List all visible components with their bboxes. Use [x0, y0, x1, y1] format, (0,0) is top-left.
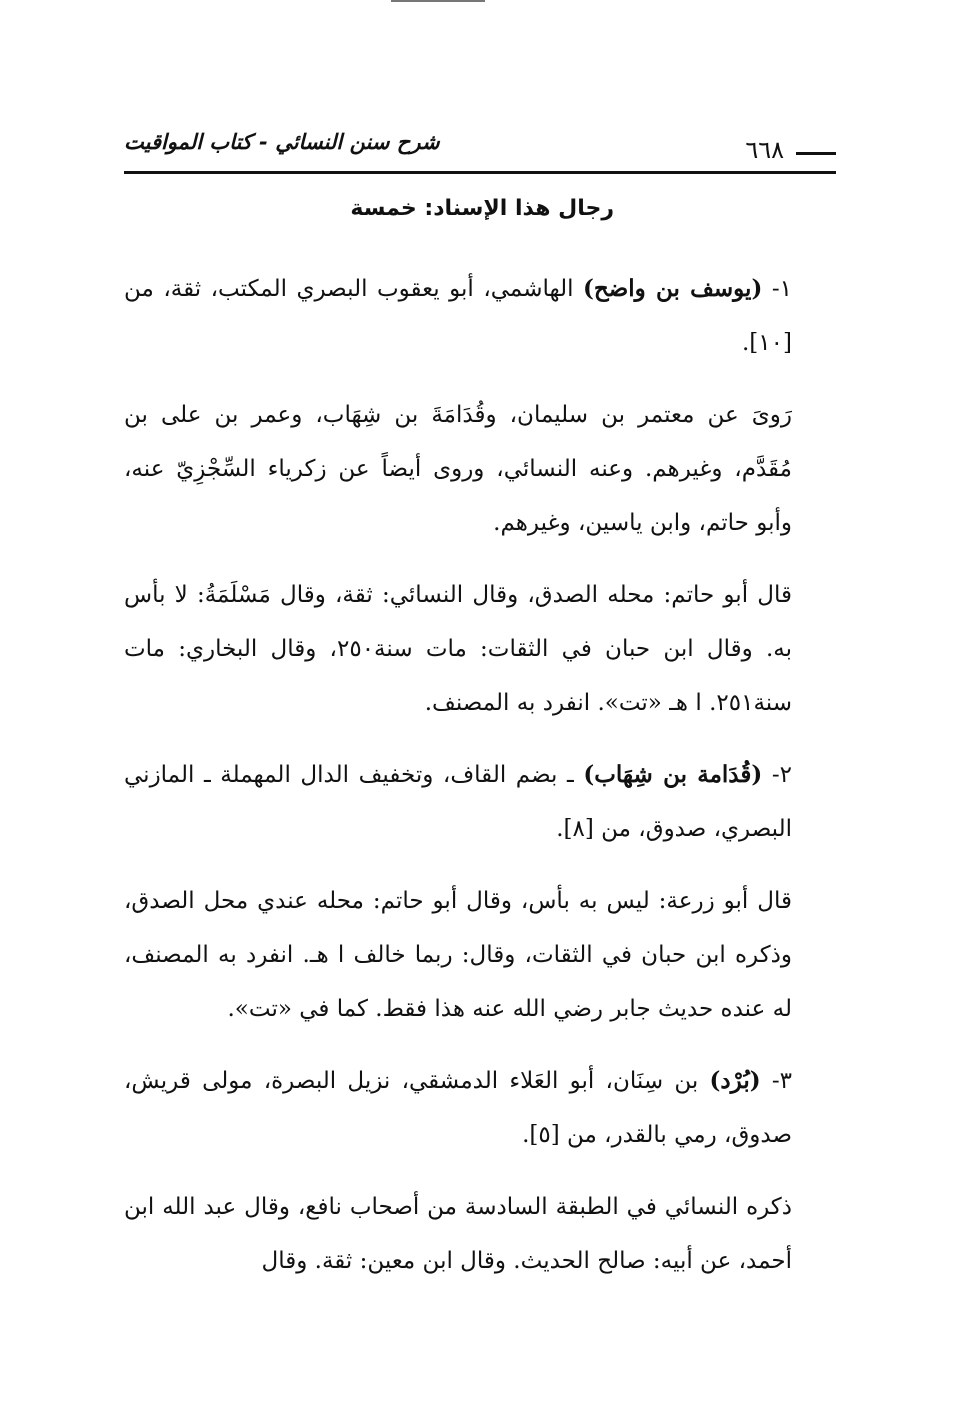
entry-number: ٢-	[762, 762, 792, 788]
narrator-entry-3	[124, 1054, 836, 1162]
body-paragraph: قال أبو حاتم: محله الصدق، وقال النسائي: ثقة، وقال مَسْلَمَةُ: لا بأس به. وقال ابن حبان في الثقات: مات سنة٢٥٠، وقال البخاري: مات سنة٢٥١. ا هـ «تت». انفرد به المصنف.	[124, 582, 792, 716]
narrator-name: (يوسف بن واضح)	[583, 275, 763, 302]
top-decorative-rule	[391, 0, 485, 2]
entry-text: الهاشمي، أبو يعقوب البصري المكتب، ثقة، من [١٠].	[124, 276, 792, 356]
section-heading: رجال هذا الإسناد: خمسة	[350, 196, 614, 221]
narrator-name: (بُرْد)	[709, 1067, 761, 1094]
narrator-entry-2	[124, 748, 836, 856]
body-paragraph: رَوىَ عن معتمر بن سليمان، وقُدَامَةَ بن شِهَاب، وعمر بن على بن مُقَدَّم، وغيرهم. وعنه النسائي، وروى أيضاً عن زكرياء السِّجْزِيّ عنه، وأبو حاتم، وابن ياسين، وغيرهم.	[124, 402, 792, 536]
body-paragraph: ذكره النسائي في الطبقة السادسة من أصحاب نافع، وقال عبد الله ابن أحمد، عن أبيه: صالح الحديث. وقال ابن معين: ثقة. وقال	[124, 1194, 792, 1274]
running-title: شرح سنن النسائي - كتاب المواقيت	[124, 130, 440, 154]
narrator-entry-1	[124, 262, 836, 370]
page-number-dash	[796, 152, 836, 155]
header-rule	[124, 171, 836, 174]
page-header	[124, 122, 836, 174]
entry-text: بن سِنَان، أبو العَلاء الدمشقي، نزيل البصرة، مولى قريش، صدوق، رمي بالقدر، من [٥].	[124, 1068, 792, 1148]
page-number: ٦٦٨	[745, 136, 784, 164]
entry-number: ٣-	[760, 1068, 792, 1094]
body-paragraph: قال أبو زرعة: ليس به بأس، وقال أبو حاتم: محله عندي محل الصدق، وذكره ابن حبان في الثقات، وقال: ربما خالف ا هـ. انفرد به المصنف، له عنده حديث جابر رضي الله عنه هذا فقط. كما في «تت».	[124, 888, 792, 1022]
entry-text: ـ بضم القاف، وتخفيف الدال المهملة ـ المازني البصري، صدوق، من [٨].	[124, 762, 792, 842]
narrator-name: (قُدَامة بن شِهَاب)	[583, 761, 763, 788]
page-body	[124, 262, 836, 1288]
entry-number: ١-	[762, 276, 792, 302]
